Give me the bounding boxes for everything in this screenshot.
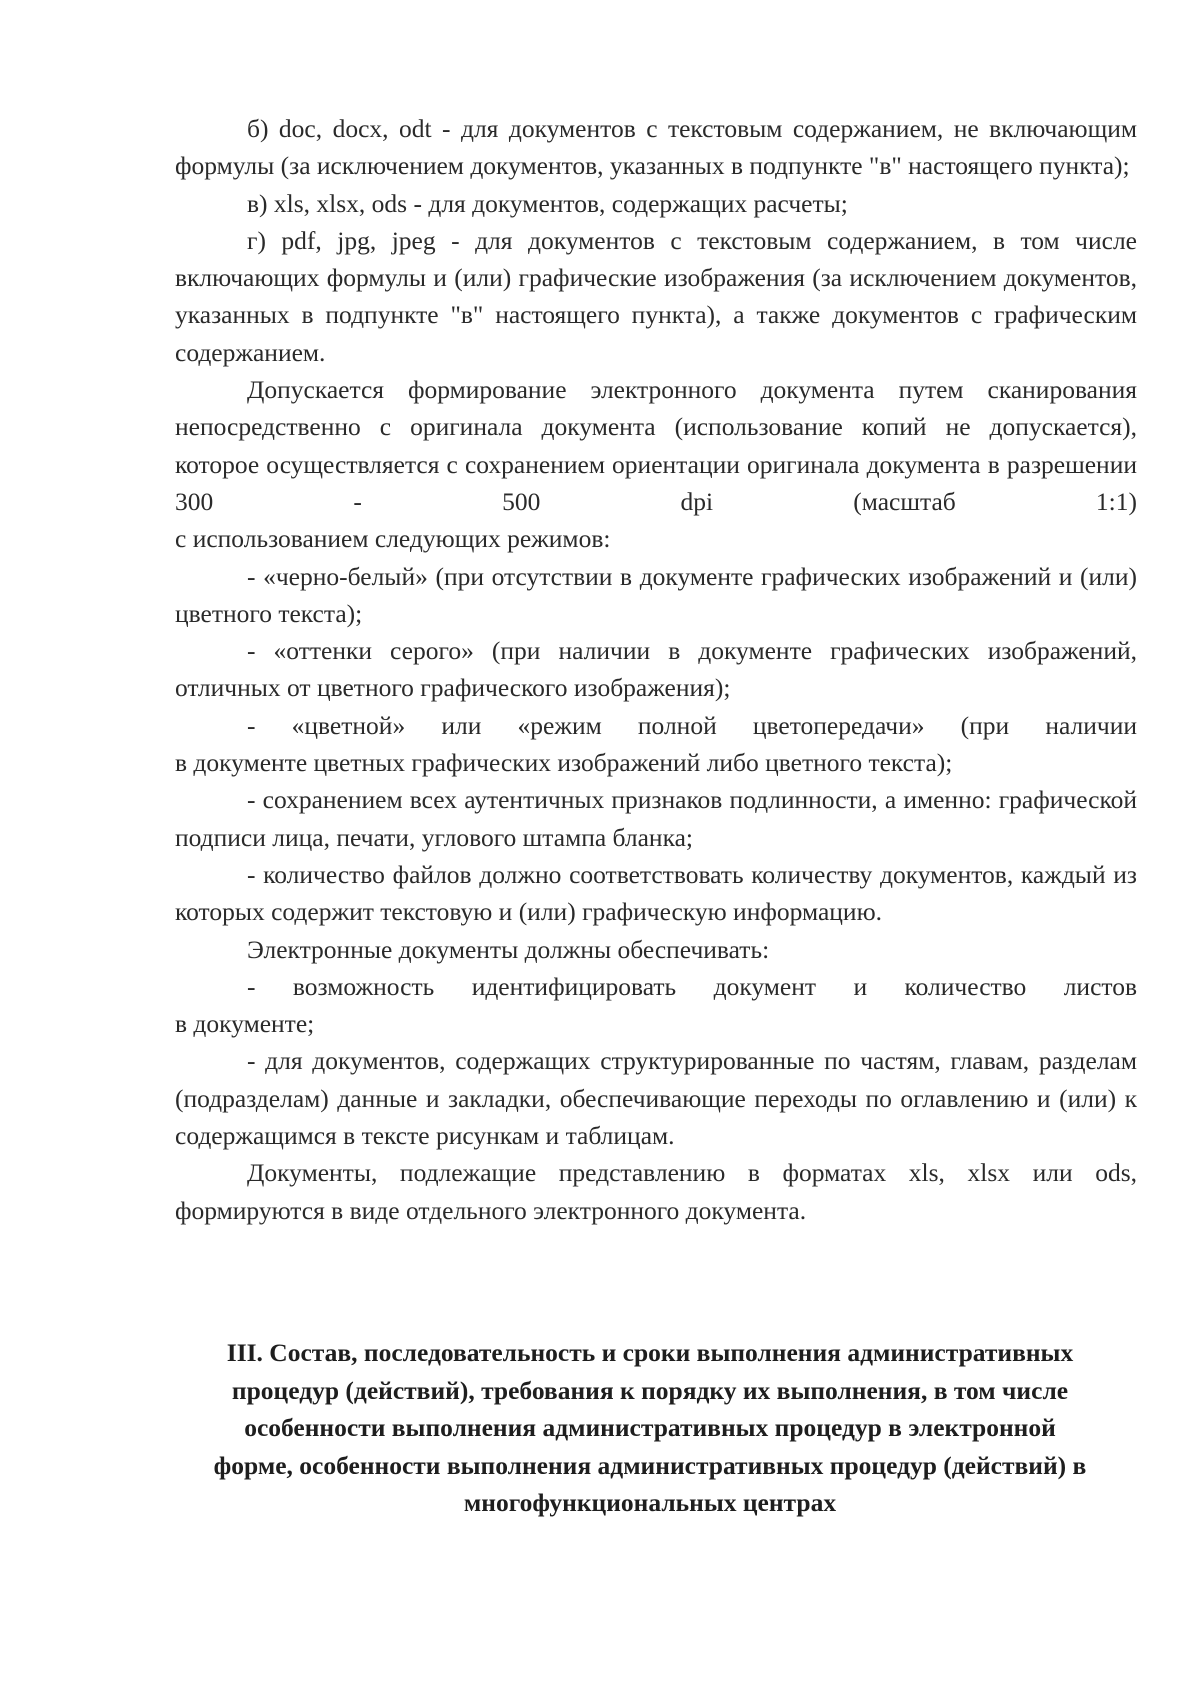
paragraph-scanning-modes: с использованием следующих режимов: <box>175 524 611 554</box>
list-item-color-continued: в документе цветных графических изображений либо цветного текста); <box>175 748 953 778</box>
heading-line: III. Состав, последовательность и сроки выполнения административных <box>226 1338 1074 1367</box>
list-item-navigation: - для документов, содержащих структурированные по частям, главам, разделам (подразделам) данные и закладки, обеспечивающие переходы по оглавлению и (или) к содержащимся в тексте рисункам и таблицам. <box>175 1046 1137 1151</box>
list-item-identify-continued: в документе; <box>175 1009 315 1039</box>
paragraph-b: б) doc, docx, odt - для документов с текстовым содержанием, не включающим формулы (за исключением документов, указанных в подпункте "в" настоящего пункта); <box>175 114 1137 181</box>
heading-line: процедур (действий), требования к порядку их выполнения, в том числе <box>231 1375 1069 1405</box>
list-item-authenticity: - сохранением всех аутентичных признаков подлинности, а именно: графической подписи лица, печати, углового штампа бланка; <box>175 785 1137 852</box>
section-heading <box>150 1334 1150 1522</box>
paragraph-scanning: Допускается формирование электронного документа путем сканирования непосредственно с оригинала документа (использование копий не допускается), которое осуществляется с сохранением ориентации оригинала документа в разрешении 300 - 500 dpi (масштаб 1:1) <box>175 375 1137 516</box>
body-text <box>175 110 1137 1229</box>
paragraph-g: г) pdf, jpg, jpeg - для документов с текстовым содержанием, в том числе включающих формулы и (или) графические изображения (за исключением документов, указанных в подпункте "в" настоящего пункта), а также документов с графическим содержанием. <box>175 225 1137 367</box>
list-item-color: - «цветной» или «режим полной цветопередачи» (при наличии <box>247 710 1137 740</box>
heading-line: форме, особенности выполнения административных процедур (действий) в <box>213 1450 1087 1480</box>
heading-line: многофункциональных центрах <box>463 1488 837 1517</box>
paragraph-v: в) xls, xlsx, ods - для документов, содержащих расчеты; <box>247 188 848 218</box>
heading-line: особенности выполнения административных процедур в электронной <box>244 1413 1056 1442</box>
list-item-file-count: - количество файлов должно соответствовать количеству документов, каждый из которых содержит текстовую и (или) графическую информацию. <box>175 859 1137 927</box>
paragraph-spreadsheets: Документы, подлежащие представлению в форматах xls, xlsx или ods, формируются в виде отдельного электронного документа. <box>175 1158 1137 1225</box>
list-item-grayscale: - «оттенки серого» (при наличии в документе графических изображений, отличных от цветного графического изображения); <box>175 636 1137 703</box>
paragraph-requirements: Электронные документы должны обеспечивать: <box>247 934 770 964</box>
list-item-identify: - возможность идентифицировать документ и количество листов <box>247 971 1137 1001</box>
list-item-black-white: - «черно-белый» (при отсутствии в документе графических изображений и (или) цветного текста); <box>175 561 1137 628</box>
